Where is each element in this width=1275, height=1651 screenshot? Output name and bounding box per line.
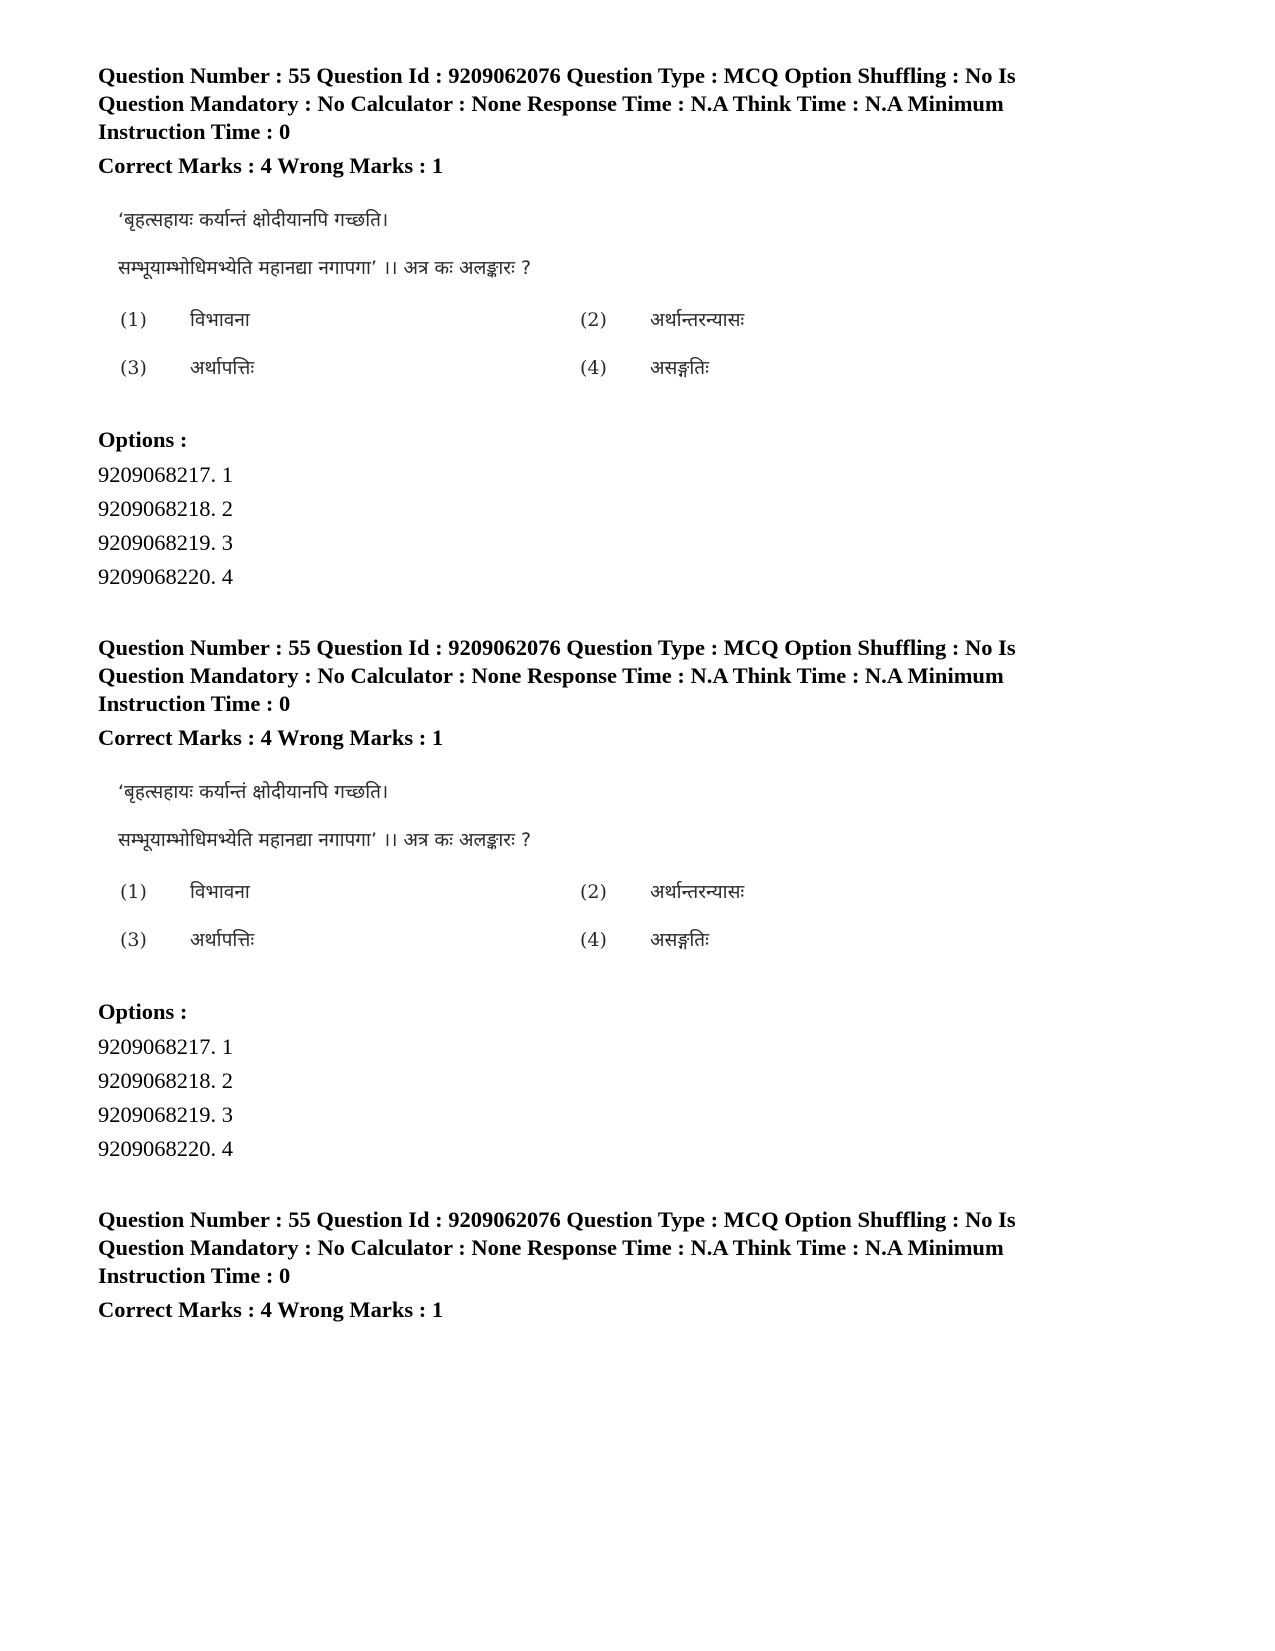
marks-line: Correct Marks : 4 Wrong Marks : 1 (98, 153, 444, 178)
choice-number: (3) (120, 357, 147, 379)
choice-text: अर्थापत्तिः (190, 357, 255, 379)
question-meta-line: Instruction Time : 0 (98, 1263, 291, 1288)
choice-text: असङ्गतिः (650, 357, 709, 379)
question-meta-line: Instruction Time : 0 (98, 691, 291, 716)
choice-number: (3) (120, 929, 147, 951)
question-block (98, 1206, 1138, 1324)
choice-text: अर्थान्तरन्यासः (650, 881, 745, 903)
answer-choice (120, 306, 250, 332)
option-item: 9209068218. 2 (98, 496, 233, 521)
question-meta-line: Question Mandatory : No Calculator : None Response Time : N.A Think Time : N.A Minimum (98, 663, 1004, 688)
choice-text: विभावना (190, 309, 250, 331)
answer-choice (580, 306, 744, 332)
choice-text: असङ्गतिः (650, 929, 709, 951)
options-label: Options : (98, 999, 188, 1024)
question-block (98, 62, 1138, 594)
answer-choice (580, 878, 744, 904)
question-text-line: ‘बृहत्सहायः कर्यान्तं क्षोदीयानपि गच्छति। (118, 209, 389, 231)
question-meta-line: Question Mandatory : No Calculator : None Response Time : N.A Think Time : N.A Minimum (98, 91, 1004, 116)
question-meta-line: Question Number : 55 Question Id : 9209062076 Question Type : MCQ Option Shuffling : No Is (98, 1207, 1016, 1232)
option-item: 9209068220. 4 (98, 1136, 233, 1161)
option-item: 9209068217. 1 (98, 462, 233, 487)
option-item: 9209068218. 2 (98, 1068, 233, 1093)
answer-choice (580, 354, 709, 380)
choice-number: (1) (120, 309, 147, 331)
option-item: 9209068217. 1 (98, 1034, 233, 1059)
choice-number: (4) (580, 929, 607, 951)
choice-text: अर्थापत्तिः (190, 929, 255, 951)
question-meta-line: Instruction Time : 0 (98, 119, 291, 144)
answer-choice (120, 878, 250, 904)
choice-text: अर्थान्तरन्यासः (650, 309, 745, 331)
answer-choice (120, 354, 254, 380)
options-label: Options : (98, 427, 188, 452)
option-item: 9209068220. 4 (98, 564, 233, 589)
question-meta-line: Question Number : 55 Question Id : 9209062076 Question Type : MCQ Option Shuffling : No Is (98, 63, 1016, 88)
question-block (98, 634, 1138, 1166)
answer-choice (580, 926, 709, 952)
answer-choice (120, 926, 254, 952)
question-text-image (98, 770, 1138, 990)
choice-number: (1) (120, 881, 147, 903)
marks-line: Correct Marks : 4 Wrong Marks : 1 (98, 725, 444, 750)
choice-number: (4) (580, 357, 607, 379)
question-text-line: सम्भूयाम्भोधिमभ्येति महानद्या नगापगा’ ।। अत्र कः अलङ्कारः ? (118, 829, 532, 851)
choice-number: (2) (580, 309, 607, 331)
question-text-line: ‘बृहत्सहायः कर्यान्तं क्षोदीयानपि गच्छति। (118, 781, 389, 803)
choice-number: (2) (580, 881, 607, 903)
option-item: 9209068219. 3 (98, 530, 233, 555)
marks-line: Correct Marks : 4 Wrong Marks : 1 (98, 1297, 444, 1322)
question-text-image (98, 198, 1138, 418)
question-meta-line: Question Number : 55 Question Id : 9209062076 Question Type : MCQ Option Shuffling : No Is (98, 635, 1016, 660)
choice-text: विभावना (190, 881, 250, 903)
question-text-line: सम्भूयाम्भोधिमभ्येति महानद्या नगापगा’ ।। अत्र कः अलङ्कारः ? (118, 257, 532, 279)
question-meta-line: Question Mandatory : No Calculator : None Response Time : N.A Think Time : N.A Minimum (98, 1235, 1004, 1260)
option-item: 9209068219. 3 (98, 1102, 233, 1127)
